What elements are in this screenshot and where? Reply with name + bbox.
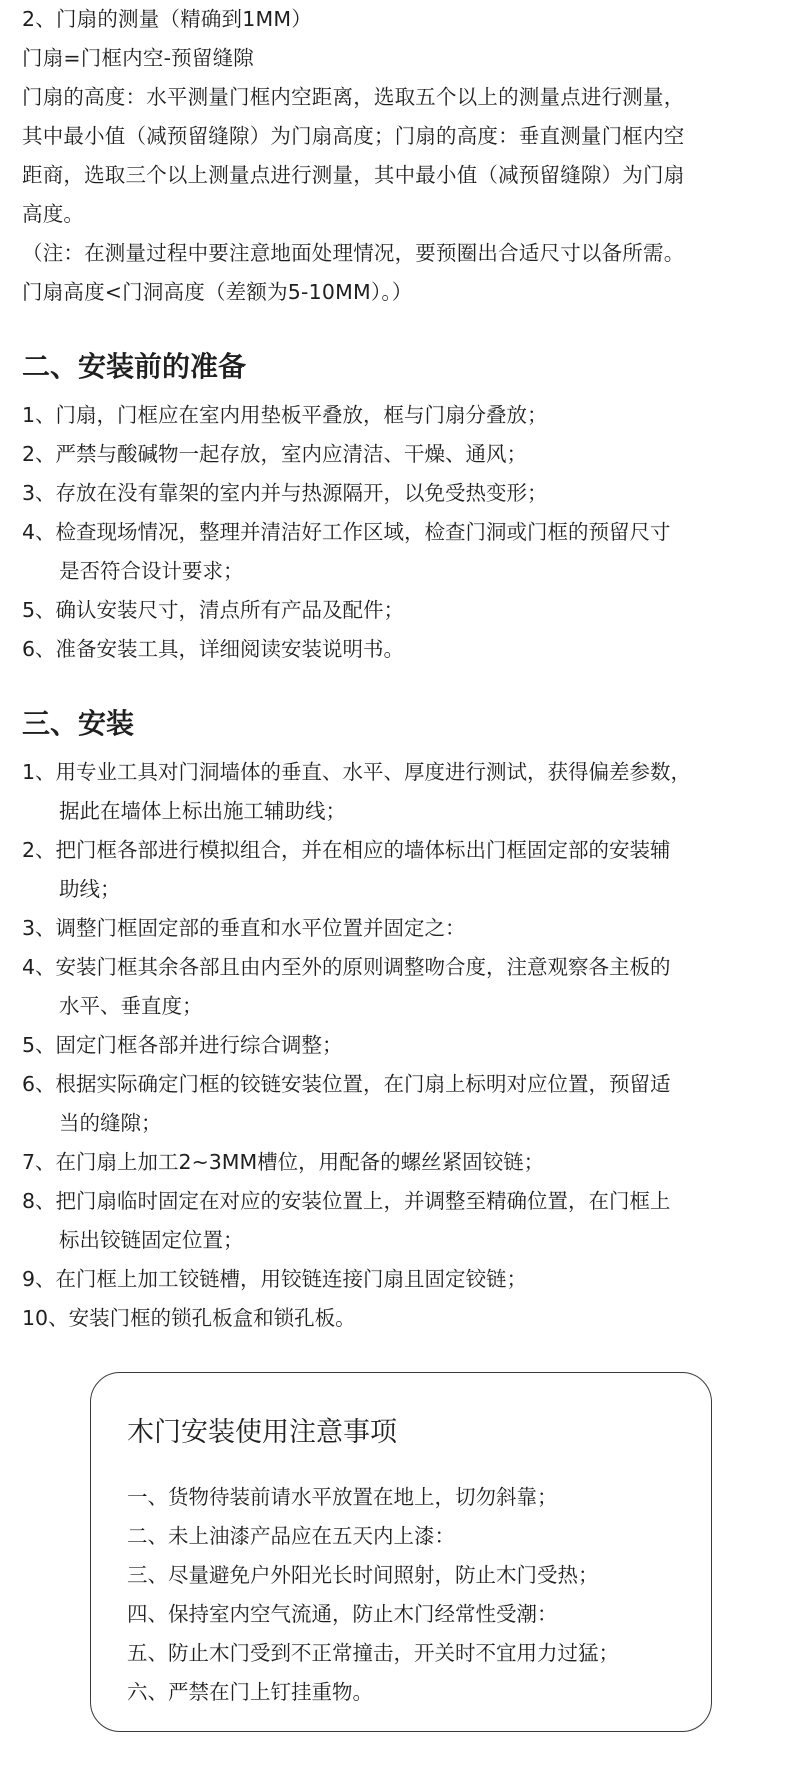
notice-item: 二、未上油漆产品应在五天内上漆： — [127, 1524, 455, 1548]
notice-item: 三、尽量避免户外阳光长时间照射，防止木门受热； — [127, 1563, 599, 1587]
list-item-continuation: 标出铰链固定位置； — [59, 1228, 244, 1252]
measure-heading: 2、门扇的测量（精确到1MM） — [22, 7, 312, 31]
measure-formula: 门扇=门框内空-预留缝隙 — [22, 46, 254, 70]
door-leaf-measurement-section — [22, 0, 774, 312]
list-item-text: 3、调整门框固定部的垂直和水平位置并固定之： — [22, 916, 466, 940]
list-item — [22, 513, 774, 591]
list-item-text: 5、确认安装尺寸，清点所有产品及配件； — [22, 598, 405, 622]
list-item-text: 8、把门扇临时固定在对应的安装位置上，并调整至精确位置，在门框上 — [22, 1189, 671, 1213]
list-item — [22, 831, 774, 909]
list-item — [22, 909, 774, 948]
list-item-text: 4、检查现场情况，整理并清洁好工作区域，检查门洞或门框的预留尺寸 — [22, 520, 671, 544]
document-body — [22, 0, 774, 1338]
list-item-text: 7、在门扇上加工2~3MM槽位，用配备的螺丝紧固铰链； — [22, 1150, 545, 1174]
list-item-text: 1、门扇，门框应在室内用垫板平叠放，框与门扇分叠放； — [22, 403, 548, 427]
list-item-text: 5、固定门框各部并进行综合调整； — [22, 1033, 343, 1057]
list-item — [22, 948, 774, 1026]
list-item-text: 3、存放在没有靠架的室内并与热源隔开，以免受热变形； — [22, 481, 548, 505]
list-item-text: 4、安装门框其余各部且由内至外的原则调整吻合度，注意观察各主板的 — [22, 955, 671, 979]
notice-item: 一、货物待装前请水平放置在地上，切勿斜靠； — [127, 1485, 558, 1509]
notice-item: 六、严禁在门上钉挂重物。 — [127, 1680, 373, 1704]
list-item — [22, 1026, 774, 1065]
list-item — [22, 630, 774, 669]
list-item — [22, 474, 774, 513]
measure-text-line: 高度。 — [22, 202, 85, 226]
list-item — [22, 435, 774, 474]
notice-item: 四、保持室内空气流通，防止木门经常性受潮： — [127, 1602, 558, 1626]
list-item — [22, 753, 774, 831]
list-item-text: 2、严禁与酸碱物一起存放，室内应清洁、干燥、通风； — [22, 442, 528, 466]
list-item-continuation: 助线； — [59, 877, 121, 901]
list-item — [22, 396, 774, 435]
usage-notice-box — [90, 1372, 712, 1732]
list-item-text: 6、根据实际确定门框的铰链安装位置，在门扇上标明对应位置，预留适 — [22, 1072, 671, 1096]
measure-text-line: 距商，选取三个以上测量点进行测量，其中最小值（减预留缝隙）为门扇 — [22, 163, 685, 187]
list-item-continuation: 当的缝隙； — [59, 1111, 162, 1135]
list-item — [22, 1143, 774, 1182]
preparation-list — [22, 396, 774, 669]
list-item-continuation: 是否符合设计要求； — [59, 559, 244, 583]
list-item — [22, 1260, 774, 1299]
installation-list — [22, 753, 774, 1338]
list-item-text: 6、准备安装工具，详细阅读安装说明书。 — [22, 637, 405, 661]
preparation-section-title: 二、安装前的准备 — [22, 350, 247, 383]
list-item-text: 2、把门框各部进行模拟组合，并在相应的墙体标出门框固定部的安装辅 — [22, 838, 671, 862]
list-item — [22, 1065, 774, 1143]
list-item — [22, 591, 774, 630]
list-item-continuation: 水平、垂直度； — [59, 994, 203, 1018]
list-item-text: 1、用专业工具对门洞墙体的垂直、水平、厚度进行测试，获得偏差参数， — [22, 760, 692, 784]
list-item — [22, 1299, 774, 1338]
notice-item: 五、防止木门受到不正常撞击，开关时不宜用力过猛； — [127, 1641, 619, 1665]
list-item-text: 9、在门框上加工铰链槽，用铰链连接门扇且固定铰链； — [22, 1267, 528, 1291]
list-item-continuation: 据此在墙体上标出施工辅助线； — [59, 799, 346, 823]
measure-text-line: 其中最小值（减预留缝隙）为门扇高度；门扇的高度：垂直测量门框内空 — [22, 124, 685, 148]
list-item-text: 10、安装门框的锁孔板盒和锁孔板。 — [22, 1306, 356, 1330]
measure-note-line: （注：在测量过程中要注意地面处理情况，要预圈出合适尺寸以备所需。 — [22, 241, 685, 265]
notice-title: 木门安装使用注意事项 — [127, 1417, 397, 1448]
installation-section-title: 三、安装 — [22, 707, 135, 740]
list-item — [22, 1182, 774, 1260]
notice-list — [127, 1478, 619, 1712]
measure-note-line: 门扇高度<门洞高度（差额为5-10MM）。） — [22, 280, 413, 304]
measure-text-line: 门扇的高度：水平测量门框内空距离，选取五个以上的测量点进行测量， — [22, 85, 685, 109]
